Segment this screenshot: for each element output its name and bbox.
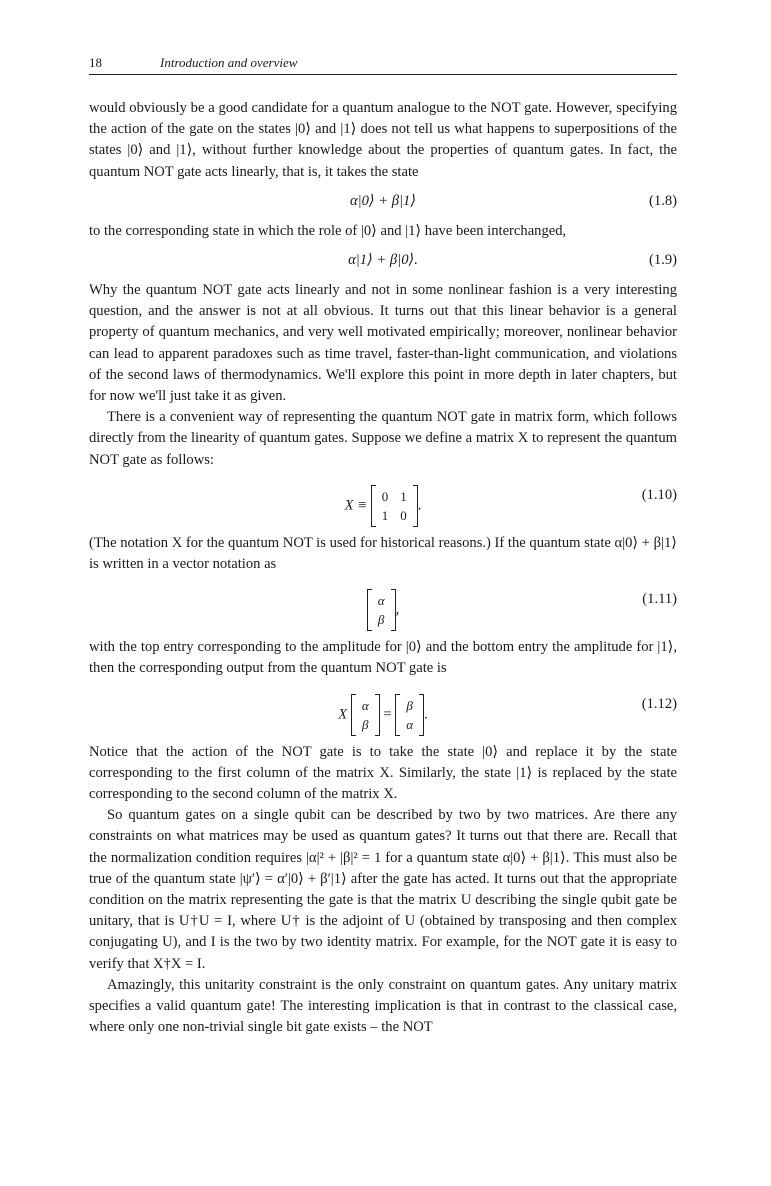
equals-sign: = [383, 706, 392, 722]
running-title: Introduction and overview [160, 55, 298, 70]
equation-1-12 [89, 680, 677, 742]
vector-cells [356, 696, 375, 734]
equation-tail: . [417, 497, 422, 514]
header-rule [89, 74, 677, 75]
paragraph: So quantum gates on a single qubit can be described by two by two matrices. Are there any constraints on what matrices may be used as quantum gates? It turns out that there are. Recall that the normalization condition requires |α|² + |β|² = 1 for a quantum state α|0⟩ + β|1⟩. This must also be true of the quantum state |ψ′⟩ = α′|0⟩ + β′|1⟩ after the gate has acted. It turns out that the appropriate condition on the matrix representing the gate is that the matrix U describing the single qubit gate be unitary, that is U†U = I, where U† is the adjoint of U (obtained by transposing and then complex conjugating U), and I is the two by two identity matrix. For example, for the NOT gate it is easy to verify that X†X = I. [89, 807, 677, 972]
vector-cells [400, 696, 419, 734]
vector-cell: α [377, 593, 385, 609]
vector [367, 589, 396, 631]
equation-number: (1.12) [641, 695, 677, 712]
equation-expression [89, 485, 677, 527]
equation-lhs: X [338, 706, 348, 722]
equation-1-9 [89, 242, 677, 280]
paragraph: (The notation X for the quantum NOT is used for historical reasons.) If the quantum state α|0⟩ + β|1⟩ is written in a vector notation as [89, 534, 677, 573]
equation-expression [89, 589, 677, 631]
equation-lhs: X ≡ [344, 497, 368, 514]
paragraph: would obviously be a good candidate for a quantum analogue to the NOT gate. However, specifying the action of the gate on the states |0⟩ and |1⟩ does not tell us what happens to superpositions of the states |0⟩ and |1⟩, without further knowledge about the properties of quantum gates. In fact, the quantum NOT gate acts linearly, that is, it takes the state [89, 100, 677, 180]
paragraph: to the corresponding state in which the role of |0⟩ and |1⟩ have been interchanged, [89, 222, 567, 239]
vector-cell: β [406, 697, 413, 713]
page-number: 18 [89, 55, 102, 70]
matrix-cell: 1 [381, 507, 389, 523]
vector-cell: β [362, 716, 369, 732]
vector-cell: β [377, 612, 385, 628]
equation-expression: α|0⟩ + β|1⟩ [349, 192, 417, 209]
matrix [371, 485, 418, 527]
matrix-cell: 0 [381, 488, 389, 504]
right-bracket [375, 694, 380, 736]
equation-number: (1.10) [641, 486, 677, 503]
matrix-cells [376, 487, 413, 525]
page-header [89, 55, 677, 75]
equation-tail: . [424, 706, 428, 722]
equation-number: (1.8) [649, 192, 677, 209]
paragraph: Amazingly, this unitarity constraint is the only constraint on quantum gates. Any unitary matrix specifies a valid quantum gate! The interesting implication is that in contrast to the classical case, where only one non-trivial single bit gate exists – the NOT [89, 976, 677, 1036]
output-vector [395, 694, 424, 736]
vector-cells [372, 591, 391, 629]
page-body [89, 98, 677, 1039]
input-vector [351, 694, 380, 736]
equation-expression [89, 694, 677, 736]
vector-cell: α [361, 697, 369, 713]
vector-cell: α [406, 716, 414, 732]
equation-tail: , [395, 601, 400, 618]
equation-number: (1.9) [649, 252, 677, 269]
equation-1-8 [89, 183, 677, 221]
equation-1-10 [89, 471, 677, 533]
matrix-cell: 0 [400, 507, 407, 523]
paragraph: Why the quantum NOT gate acts linearly and not in some nonlinear fashion is a very interesting question, and the answer is not at all obvious. It turns out that this linear behavior is a general property of quantum mechanics, and very well motivated empirically; moreover, nonlinear behavior can lead to apparent paradoxes such as time travel, faster-than-light communication, and violations of the second laws of thermodynamics. We'll explore this point in more depth in later chapters, but for now we'll just take it as given. [89, 282, 677, 405]
equation-1-11 [89, 575, 677, 637]
paragraph: Notice that the action of the NOT gate is to take the state |0⟩ and replace it by the state corresponding to the first column of the matrix X. Similarly, the state |1⟩ is replaced by the state corresponding to the second column of the matrix X. [89, 743, 677, 803]
paragraph: with the top entry corresponding to the amplitude for |0⟩ and the bottom entry the amplitude for |1⟩, then the corresponding output from the quantum NOT gate is [89, 639, 677, 677]
matrix-cell: 1 [400, 488, 407, 504]
equation-number: (1.11) [642, 591, 677, 608]
paragraph: There is a convenient way of representing the quantum NOT gate in matrix form, which follows directly from the linearity of quantum gates. Suppose we define a matrix X to represent the quantum NOT gate as follows: [89, 409, 677, 468]
equation-expression: α|1⟩ + β|0⟩. [348, 252, 418, 269]
